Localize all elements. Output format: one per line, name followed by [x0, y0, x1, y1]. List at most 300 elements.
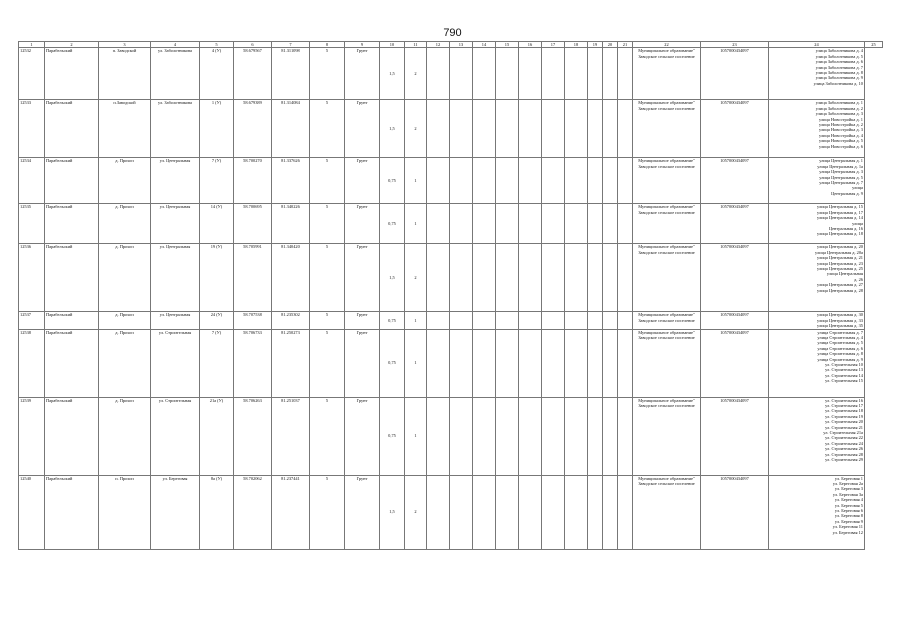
cell-empty	[427, 48, 450, 100]
cell-empty	[473, 329, 496, 397]
cell-n9: 5	[310, 100, 345, 158]
cell-empty	[427, 244, 450, 312]
cell-district: Парабельский	[45, 312, 99, 329]
address-line: улица Заболотникова д. 7	[815, 64, 863, 70]
cell-house: 21а (У)	[200, 397, 234, 475]
cell-house: 7 (У)	[200, 329, 234, 397]
cell-empty	[565, 475, 588, 549]
cell-n9: 5	[310, 48, 345, 100]
address-line: Центральная д. 16	[828, 226, 863, 232]
cell-empty	[450, 397, 473, 475]
address-line: улица Центральная д. 21	[817, 255, 863, 261]
address-line: ул. Береговая 8	[834, 513, 863, 519]
address-line: Центральная д. 9	[831, 190, 863, 196]
address-line: улица Центральная д. 1	[819, 158, 863, 164]
cell-empty	[496, 100, 519, 158]
cell-count: 2	[405, 475, 427, 549]
cell-addresses	[769, 312, 865, 329]
cell-empty	[427, 475, 450, 549]
cell-house: 19 (У)	[200, 244, 234, 312]
cell-lat: 58.705991	[234, 244, 272, 312]
address-line: ул. Береговая 3а	[832, 491, 863, 497]
address-line: улица Строительная д. 7	[817, 329, 863, 335]
column-header: 18	[565, 42, 588, 48]
address-line: ул. Строительная 20	[825, 419, 863, 425]
cell-empty	[542, 329, 565, 397]
cell-ogrn: 1057000434097	[701, 397, 769, 475]
cell-empty	[519, 100, 542, 158]
cell-area: 0,75	[380, 397, 405, 475]
cell-ogrn: 1057000434097	[701, 204, 769, 244]
address-line: улица Центральная д. 20	[817, 244, 863, 250]
address-line: улица Заболотникова д. 4	[815, 48, 863, 54]
cell-lat: 58.706733	[234, 329, 272, 397]
cell-empty	[473, 48, 496, 100]
cell-id: 12538	[19, 329, 45, 397]
cell-area: 0,75	[380, 312, 405, 329]
cell-empty	[565, 158, 588, 204]
address-line: ул. Береговая 12	[832, 529, 863, 535]
cell-empty	[618, 204, 633, 244]
cell-district: Парабельский	[45, 244, 99, 312]
column-header: 4	[151, 42, 200, 48]
cell-empty	[588, 475, 603, 549]
table-body	[19, 48, 883, 549]
address-line: улица Центральная д. 18	[817, 231, 863, 237]
cell-lat: 58.706263	[234, 397, 272, 475]
address-line: ул. Строительная 24	[825, 440, 863, 446]
cell-empty	[565, 204, 588, 244]
cell-id: 12537	[19, 312, 45, 329]
cell-surface: Грунт	[345, 397, 380, 475]
cell-empty	[588, 312, 603, 329]
address-line: ул. Береговая 1	[834, 475, 863, 481]
cell-empty	[519, 397, 542, 475]
column-header: 7	[272, 42, 310, 48]
cell-empty	[473, 244, 496, 312]
column-header: 11	[405, 42, 427, 48]
cell-lon: 81.251037	[272, 397, 310, 475]
cell-n9: 5	[310, 397, 345, 475]
address-line: ул. Строительная 22	[825, 435, 863, 441]
address-line: улица	[852, 220, 863, 226]
column-header: 23	[701, 42, 769, 48]
cell-district: Парабельский	[45, 475, 99, 549]
cell-street: ул. Центральная	[151, 158, 200, 204]
address-line: улица Центральная д. 17	[817, 209, 863, 215]
cell-empty	[496, 158, 519, 204]
address-line: улица Центральная д. 7	[819, 180, 863, 186]
cell-empty	[450, 158, 473, 204]
cell-empty	[519, 329, 542, 397]
cell-house: 14 (У)	[200, 204, 234, 244]
address-line: улица Строительная д. 8	[817, 351, 863, 357]
address-line: улица Строительная д. 6	[817, 345, 863, 351]
table-row	[19, 475, 883, 549]
cell-empty	[542, 48, 565, 100]
column-header: 15	[496, 42, 519, 48]
address-line: улица Заболотникова д. 6	[815, 59, 863, 65]
cell-lon: 81.337626	[272, 158, 310, 204]
column-header: 12	[427, 42, 450, 48]
cell-surface: Грунт	[345, 100, 380, 158]
cell-lat: 58.679389	[234, 100, 272, 158]
cell-surface: Грунт	[345, 158, 380, 204]
cell-count: 1	[405, 204, 427, 244]
address-line: ул. Береговая 4	[834, 497, 863, 503]
address-line: ул. Строительная 18	[825, 408, 863, 414]
cell-empty	[603, 158, 618, 204]
cell-area: 0,75	[380, 158, 405, 204]
address-line: улица Новостройка д. 2	[818, 122, 863, 128]
cell-id: 12534	[19, 158, 45, 204]
cell-id: 12533	[19, 100, 45, 158]
cell-count: 1	[405, 158, 427, 204]
column-header: 17	[542, 42, 565, 48]
cell-empty	[450, 329, 473, 397]
address-line: улица Центральная д. 28	[817, 287, 863, 293]
cell-empty	[496, 48, 519, 100]
address-line: улица Заболотникова д. 10	[813, 80, 863, 86]
cell-settlement: п.Заводской	[99, 100, 151, 158]
column-header: 16	[519, 42, 542, 48]
cell-ogrn: 1057000434097	[701, 158, 769, 204]
table-row	[19, 100, 883, 158]
cell-empty	[588, 100, 603, 158]
address-line: ул. Строительная 28	[825, 451, 863, 457]
table-row	[19, 244, 883, 312]
cell-owner: Муниципальное образование" Заводское сельское поселение	[633, 244, 701, 312]
cell-empty	[496, 244, 519, 312]
cell-lon: 81.237441	[272, 475, 310, 549]
address-line: улица Заболотникова д. 5	[815, 53, 863, 59]
column-header: 25	[865, 42, 883, 48]
cell-empty	[473, 204, 496, 244]
cell-area: 1,5	[380, 244, 405, 312]
address-line: улица Новостройка д. 3	[818, 127, 863, 133]
cell-settlement: д. Прохоп	[99, 244, 151, 312]
address-line: ул. Береговая 11	[832, 524, 863, 530]
cell-empty	[603, 312, 618, 329]
cell-surface: Грунт	[345, 329, 380, 397]
cell-empty	[618, 48, 633, 100]
cell-settlement: п. Прохоп	[99, 475, 151, 549]
cell-count: 1	[405, 329, 427, 397]
cell-empty	[565, 244, 588, 312]
address-line: улица Центральная д. 30	[817, 312, 863, 318]
cell-ogrn: 1057000434097	[701, 475, 769, 549]
cell-street: ул. Центральная	[151, 312, 200, 329]
column-header: 10	[380, 42, 405, 48]
address-line: улица Центральная д. 27	[817, 282, 863, 288]
cell-house: 4 (У)	[200, 48, 234, 100]
cell-empty	[519, 158, 542, 204]
address-line: улица Строительная д. 5	[817, 340, 863, 346]
cell-empty	[588, 48, 603, 100]
cell-empty	[542, 244, 565, 312]
cell-lat: 58.679567	[234, 48, 272, 100]
cell-id: 12539	[19, 397, 45, 475]
cell-empty	[473, 100, 496, 158]
cell-settlement: п. Заводской	[99, 48, 151, 100]
address-line: улица Центральная д. 3	[819, 169, 863, 175]
cell-empty	[519, 204, 542, 244]
cell-district: Парабельский	[45, 100, 99, 158]
address-line: ул. Береговая 6	[834, 508, 863, 514]
address-line: ул. Строительная 16	[825, 397, 863, 403]
address-line: ул. Береговая 2а	[832, 481, 863, 487]
cell-lon: 81.311098	[272, 48, 310, 100]
address-line: ул. Строительная 26	[825, 446, 863, 452]
cell-empty	[542, 397, 565, 475]
address-line: улица Центральная д. 15	[817, 204, 863, 210]
cell-street: ул. Строительная	[151, 329, 200, 397]
cell-area: 0,75	[380, 204, 405, 244]
cell-empty	[542, 158, 565, 204]
cell-house: 8а (У)	[200, 475, 234, 549]
cell-n9: 5	[310, 204, 345, 244]
cell-empty	[496, 312, 519, 329]
cell-area: 1,5	[380, 48, 405, 100]
cell-empty	[603, 100, 618, 158]
cell-area: 0,75	[380, 329, 405, 397]
cell-house: 7 (У)	[200, 158, 234, 204]
cell-empty	[427, 312, 450, 329]
cell-empty	[496, 204, 519, 244]
cell-addresses	[769, 100, 865, 158]
cell-surface: Грунт	[345, 204, 380, 244]
table-row	[19, 158, 883, 204]
cell-empty	[519, 475, 542, 549]
cell-empty	[450, 204, 473, 244]
cell-ogrn: 1057000434097	[701, 48, 769, 100]
page-number: 790	[443, 27, 462, 39]
table-row	[19, 397, 883, 475]
cell-district: Парабельский	[45, 397, 99, 475]
cell-count: 2	[405, 48, 427, 100]
column-header: 2	[45, 42, 99, 48]
column-header: 5	[200, 42, 234, 48]
cell-street: ул. Береговая	[151, 475, 200, 549]
cell-addresses	[769, 244, 865, 312]
cell-addresses	[769, 204, 865, 244]
cell-n9: 5	[310, 244, 345, 312]
cell-street: ул. Центральная	[151, 244, 200, 312]
cell-owner: Муниципальное образование" Заводское сельское поселение	[633, 329, 701, 397]
address-line: ул. Береговая 9	[834, 518, 863, 524]
column-header: 1	[19, 42, 45, 48]
address-line: ул. Береговая 5	[834, 502, 863, 508]
address-line: улица Новостройка д. 6	[818, 143, 863, 149]
cell-n9: 5	[310, 475, 345, 549]
cell-empty	[618, 397, 633, 475]
cell-count: 1	[405, 312, 427, 329]
cell-empty	[450, 100, 473, 158]
cell-empty	[519, 48, 542, 100]
cell-ogrn: 1057000434097	[701, 100, 769, 158]
address-line: ул. Строительная 21а	[823, 430, 863, 436]
address-line: ул. Береговая 3	[834, 486, 863, 492]
cell-empty	[496, 397, 519, 475]
column-header: 21	[618, 42, 633, 48]
cell-empty	[450, 48, 473, 100]
cell-empty	[427, 204, 450, 244]
cell-lat: 58.707538	[234, 312, 272, 329]
cell-empty	[588, 244, 603, 312]
cell-surface: Грунт	[345, 48, 380, 100]
cell-lon: 81.314084	[272, 100, 310, 158]
column-header: 6	[234, 42, 272, 48]
cell-empty	[603, 48, 618, 100]
cell-empty	[473, 312, 496, 329]
cell-empty	[603, 244, 618, 312]
cell-house: 24 (У)	[200, 312, 234, 329]
cell-empty	[473, 158, 496, 204]
column-header: 19	[588, 42, 603, 48]
address-line: ул. Строительная 14	[825, 372, 863, 378]
address-line: ул. Строительная 17	[825, 403, 863, 409]
cell-empty	[603, 397, 618, 475]
cell-id: 12540	[19, 475, 45, 549]
column-header: 13	[450, 42, 473, 48]
registry-table	[18, 41, 883, 550]
cell-n9: 5	[310, 312, 345, 329]
cell-lon: 81.340226	[272, 204, 310, 244]
address-line: улица Центральная д. 20а	[815, 249, 863, 255]
cell-empty	[427, 158, 450, 204]
cell-settlement: д. Прохоп	[99, 397, 151, 475]
cell-owner: Муниципальное образование" Заводское сельское поселение	[633, 312, 701, 329]
address-line: улица Заболотникова д. 1	[815, 100, 863, 106]
cell-addresses	[769, 475, 865, 549]
cell-empty	[618, 329, 633, 397]
cell-owner: Муниципальное образование" Заводское сельское поселение	[633, 475, 701, 549]
address-line: д. 26	[854, 276, 863, 282]
cell-empty	[473, 397, 496, 475]
cell-settlement: д. Прохоп	[99, 329, 151, 397]
cell-surface: Грунт	[345, 312, 380, 329]
cell-empty	[618, 475, 633, 549]
address-line: ул. Строительная 21	[825, 424, 863, 430]
cell-empty	[603, 329, 618, 397]
cell-id: 12532	[19, 48, 45, 100]
cell-empty	[588, 329, 603, 397]
address-line: улица Заболотникова д. 8	[815, 70, 863, 76]
cell-empty	[618, 158, 633, 204]
cell-street: ул. Центральная	[151, 204, 200, 244]
cell-empty	[565, 397, 588, 475]
cell-area: 1,5	[380, 100, 405, 158]
cell-ogrn: 1057000434097	[701, 329, 769, 397]
cell-empty	[603, 204, 618, 244]
address-line: ул. Строительная 29	[825, 457, 863, 463]
cell-count: 2	[405, 100, 427, 158]
cell-empty	[565, 100, 588, 158]
cell-addresses	[769, 397, 865, 475]
address-line: улица Заболотникова д. 2	[815, 105, 863, 111]
cell-ogrn: 1057000434097	[701, 312, 769, 329]
cell-empty	[618, 100, 633, 158]
cell-empty	[618, 244, 633, 312]
column-header: 8	[310, 42, 345, 48]
cell-empty	[496, 329, 519, 397]
address-line: улица Центральная д. 33	[817, 317, 863, 323]
address-line: улица Центральная д. 23	[817, 260, 863, 266]
cell-empty	[473, 475, 496, 549]
cell-empty	[427, 329, 450, 397]
address-line: улица Строительная д. 4	[817, 335, 863, 341]
column-header: 3	[99, 42, 151, 48]
cell-lon: 81.235302	[272, 312, 310, 329]
cell-n9: 5	[310, 158, 345, 204]
column-header: 20	[603, 42, 618, 48]
column-header: 24	[769, 42, 865, 48]
address-line: улица Строительная д. 9	[817, 356, 863, 362]
address-line: улица Центральная д. 25	[817, 266, 863, 272]
cell-empty	[542, 475, 565, 549]
cell-street: ул. Заболотникова	[151, 48, 200, 100]
cell-empty	[603, 475, 618, 549]
address-line: улица Центральная д. 14	[817, 215, 863, 221]
cell-lat: 58.700270	[234, 158, 272, 204]
cell-id: 12536	[19, 244, 45, 312]
cell-empty	[565, 312, 588, 329]
cell-lon: 81.340420	[272, 244, 310, 312]
cell-owner: Муниципальное образование" Заводское сельское поселение	[633, 204, 701, 244]
cell-owner: Муниципальное образование" Заводское сельское поселение	[633, 48, 701, 100]
cell-empty	[565, 329, 588, 397]
table-row	[19, 312, 883, 329]
cell-empty	[450, 312, 473, 329]
cell-empty	[588, 158, 603, 204]
cell-lat: 58.702062	[234, 475, 272, 549]
address-line: улица Центральная д. 1а	[817, 163, 863, 169]
cell-addresses	[769, 329, 865, 397]
address-line: улица Новостройка д. 4	[818, 132, 863, 138]
cell-empty	[565, 48, 588, 100]
cell-count: 1	[405, 397, 427, 475]
address-line: ул. Строительная 19	[825, 413, 863, 419]
column-header: 9	[345, 42, 380, 48]
cell-owner: Муниципальное образование" Заводское сельское поселение	[633, 397, 701, 475]
cell-ogrn: 1057000434097	[701, 244, 769, 312]
cell-surface: Грунт	[345, 244, 380, 312]
cell-empty	[542, 100, 565, 158]
address-line: улица Центральная д. 35	[817, 323, 863, 329]
cell-empty	[450, 475, 473, 549]
cell-district: Парабельский	[45, 48, 99, 100]
cell-empty	[496, 475, 519, 549]
address-line: улица Заболотникова д. 3	[815, 111, 863, 117]
cell-owner: Муниципальное образование" Заводское сельское поселение	[633, 158, 701, 204]
cell-lon: 81.250273	[272, 329, 310, 397]
cell-district: Парабельский	[45, 329, 99, 397]
cell-area: 1,5	[380, 475, 405, 549]
cell-empty	[427, 100, 450, 158]
cell-empty	[519, 312, 542, 329]
cell-empty	[450, 244, 473, 312]
cell-owner: Муниципальное образование" Заводское сельское поселение	[633, 100, 701, 158]
table-row	[19, 48, 883, 100]
cell-addresses	[769, 158, 865, 204]
address-line: улица Заболотникова д. 9	[815, 75, 863, 81]
cell-empty	[542, 204, 565, 244]
address-line: улица Центральная	[826, 271, 863, 277]
cell-district: Парабельский	[45, 204, 99, 244]
table-row	[19, 329, 883, 397]
cell-empty	[519, 244, 542, 312]
cell-empty	[618, 312, 633, 329]
